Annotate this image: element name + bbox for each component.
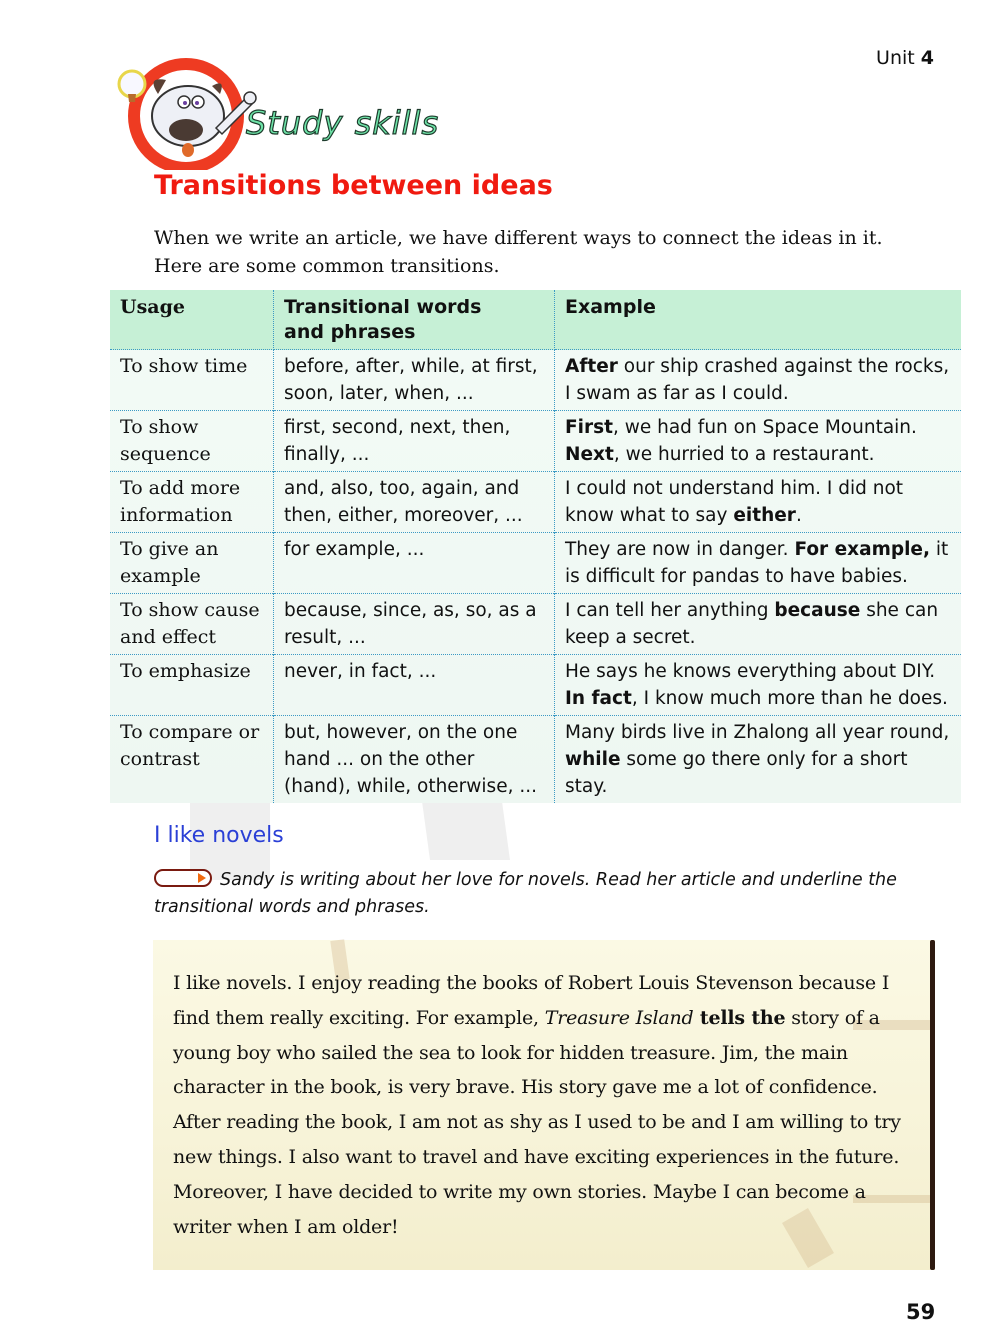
unit-label (876, 47, 934, 69)
example-text: . (795, 505, 802, 526)
article-text (173, 966, 923, 1244)
table-row (110, 594, 961, 655)
example-keyword: For example, (794, 539, 930, 560)
example-text: They are now in danger. (565, 539, 795, 560)
usage-cell: To give an example (110, 533, 274, 594)
words-cell: never, in fact, ... (274, 655, 555, 716)
example-cell (555, 472, 962, 533)
unit-text: Unit (876, 47, 915, 69)
example-keyword: First (565, 417, 613, 438)
page-number: 59 (906, 1300, 936, 1324)
words-cell: and, also, too, again, and then, either, moreover, ... (274, 472, 555, 533)
table-row (110, 411, 961, 472)
article-text-run: I like novels. I enjoy reading the books of Robert Louis Stevenson because I find them really exciting. For example, (173, 972, 890, 1029)
usage-cell: To compare or contrast (110, 716, 274, 804)
example-text: , we had fun on Space Mountain. (612, 417, 917, 438)
header-transitional-words (274, 290, 555, 350)
table-row (110, 472, 961, 533)
example-text: He says he knows everything about DIY. (565, 661, 936, 682)
article-paper (153, 940, 935, 1270)
example-text: Many birds live in Zhalong all year round, (565, 722, 950, 743)
article-bold-run: tells the (693, 1006, 786, 1029)
intro-line-2: Here are some common transitions. (154, 255, 500, 277)
section-title-study-skills: Study skills (246, 104, 440, 142)
reading-instruction (154, 867, 944, 921)
words-cell: first, second, next, then, finally, ... (274, 411, 555, 472)
usage-cell: To show sequence (110, 411, 274, 472)
table-row (110, 533, 961, 594)
transitions-table (110, 290, 961, 803)
words-cell: for example, ... (274, 533, 555, 594)
dog-mascot-lightbulb-icon (108, 58, 258, 170)
instruction-text: Sandy is writing about her love for novels. Read her article and underline the transitional words and phrases. (154, 870, 897, 917)
example-keyword: Next (565, 444, 614, 465)
example-cell (555, 655, 962, 716)
example-cell (555, 350, 962, 411)
example-text: I can tell her anything (565, 600, 775, 621)
example-keyword: After (565, 356, 618, 377)
paper-edge (930, 940, 935, 1270)
table-row (110, 655, 961, 716)
example-cell (555, 533, 962, 594)
example-keyword: while (565, 749, 621, 770)
example-cell (555, 594, 962, 655)
lesson-title: Transitions between ideas (154, 170, 553, 201)
usage-cell: To show time (110, 350, 274, 411)
article-text-run: story of a young boy who sailed the sea to look for hidden treasure. Jim, the main character in the book, is very brave. His story gave me a lot of confidence. After reading the book, I am not as shy as I used to be and I am willing to try new things. I also want to travel and have exciting experiences in the future. Moreover, I have decided to write my own stories. Maybe I can become a writer when I am older! (173, 1006, 901, 1238)
words-cell: before, after, while, at first, soon, later, when, ... (274, 350, 555, 411)
usage-cell: To add more information (110, 472, 274, 533)
usage-cell: To emphasize (110, 655, 274, 716)
article-book-title: Treasure Island (544, 1006, 694, 1029)
example-text: some go there only for a short stay. (565, 749, 908, 797)
usage-cell: To show cause and effect (110, 594, 274, 655)
table-row (110, 350, 961, 411)
example-text: she can keep a secret. (565, 600, 939, 648)
intro-line-1: When we write an article, we have different ways to connect the ideas in it. (154, 227, 883, 249)
example-text: , I know much more than he does. (631, 688, 948, 709)
table-body (110, 350, 961, 804)
example-keyword: either (733, 505, 796, 526)
lesson-intro (154, 224, 954, 280)
example-text: I could not understand him. I did not know what to say (565, 478, 904, 526)
example-keyword: In fact (565, 688, 632, 709)
header-col2-line2: and phrases (284, 321, 416, 343)
example-text: , we hurried to a restaurant. (613, 444, 875, 465)
header-example: Example (555, 290, 962, 350)
table-row (110, 716, 961, 804)
table-header-row (110, 290, 961, 350)
audio-pill-icon[interactable] (154, 869, 212, 887)
example-keyword: because (774, 600, 861, 621)
example-cell (555, 716, 962, 804)
words-cell: because, since, as, so, as a result, ... (274, 594, 555, 655)
unit-number: 4 (920, 47, 934, 69)
header-col2-line1: Transitional words (284, 296, 482, 318)
example-cell (555, 411, 962, 472)
reading-title: I like novels (154, 823, 284, 848)
words-cell: but, however, on the one hand ... on the other (hand), while, otherwise, ... (274, 716, 555, 804)
example-text: it is difficult for pandas to have babies. (565, 539, 949, 587)
header-usage: Usage (110, 290, 274, 350)
example-text: our ship crashed against the rocks, I swam as far as I could. (565, 356, 950, 404)
